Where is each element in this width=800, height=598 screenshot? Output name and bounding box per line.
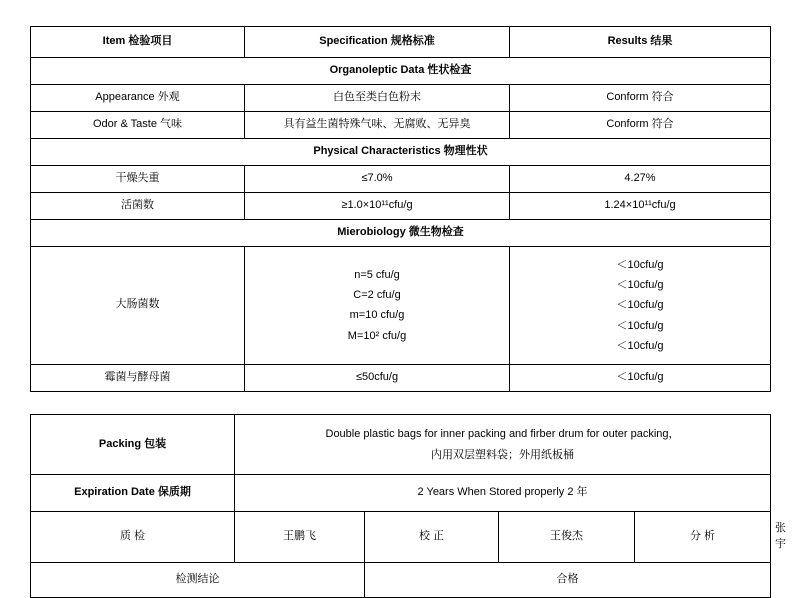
packing-value (235, 415, 771, 475)
packing-row (31, 415, 771, 475)
row-item: Odor & Taste 气味 (31, 111, 245, 138)
packing-value-line1: Double plastic bags for inner packing and firber drum for outer packing， (325, 428, 680, 441)
signature-value-qc: 王鹏飞 (235, 511, 365, 562)
coliform-spec-line: M=10² cfu/g (347, 329, 407, 342)
coliform-result (510, 246, 771, 365)
table-header-row (31, 27, 771, 58)
section-row-physical (31, 138, 771, 165)
row-item: 干燥失重 (31, 165, 245, 192)
conclusion-row (31, 562, 771, 597)
coliform-spec-line: m=10 cfu/g (349, 309, 405, 322)
header-results: Results 结果 (510, 27, 771, 58)
yeast-spec: ≤50cfu/g (245, 365, 510, 392)
section-row-microbiology (31, 219, 771, 246)
signature-row: 质 检 王鹏飞 校 正 王俊杰 分 析 张宇 (31, 511, 771, 562)
expiration-row (31, 474, 771, 511)
coliform-spec-line: C=2 cfu/g (353, 289, 401, 302)
signature-label-analysis (635, 511, 771, 562)
row-spec: 具有益生菌特殊气味、无腐败、无异臭 (245, 111, 510, 138)
conclusion-label: 检测结论 (31, 562, 365, 597)
table-gap (30, 392, 770, 414)
coliform-result-line: ＜10cfu/g (616, 258, 664, 271)
coliform-item: 大肠菌数 (31, 246, 245, 365)
packing-value-line2: 内用双层塑料袋；外用纸板桶 (431, 448, 575, 461)
signature-label-analysis-text: 分 析 (689, 529, 716, 542)
row-spec: ≤7.0% (245, 165, 510, 192)
packing-label: Packing 包装 (31, 415, 235, 475)
signature-value-check: 王俊杰 (499, 511, 635, 562)
coliform-result-line: ＜10cfu/g (616, 319, 664, 332)
section-row-organoleptic (31, 57, 771, 84)
row-result: Conform 符合 (510, 84, 771, 111)
row-spec: ≥1.0×10¹¹cfu/g (245, 192, 510, 219)
table-row-coliform (31, 246, 771, 365)
yeast-item: 霉菌与酵母菌 (31, 365, 245, 392)
conclusion-value: 合格 (365, 562, 771, 597)
table-row (31, 84, 771, 111)
coliform-spec-line: n=5 cfu/g (354, 268, 400, 281)
analysis-table (30, 26, 771, 392)
row-spec: 白色至类白色粉末 (245, 84, 510, 111)
yeast-result: ＜10cfu/g (510, 365, 771, 392)
coliform-result-line: ＜10cfu/g (616, 339, 664, 352)
header-item: Item 检验项目 (31, 27, 245, 58)
table-row (31, 192, 771, 219)
table-row (31, 111, 771, 138)
coliform-spec (245, 246, 510, 365)
row-result: 4.27% (510, 165, 771, 192)
coliform-result-line: ＜10cfu/g (616, 278, 664, 291)
expiration-label: Expiration Date 保质期 (31, 474, 235, 511)
table-row-yeast (31, 365, 771, 392)
coliform-result-line: ＜10cfu/g (616, 299, 664, 312)
expiration-value: 2 Years When Stored properly 2 年 (235, 474, 771, 511)
table-row (31, 165, 771, 192)
row-item: Appearance 外观 (31, 84, 245, 111)
header-specification: Specification 规格标准 (245, 27, 510, 58)
row-result: 1.24×10¹¹cfu/g (510, 192, 771, 219)
signature-label-qc: 质 检 (31, 511, 235, 562)
signature-label-check: 校 正 (365, 511, 499, 562)
section-title-physical: Physical Characteristics 物理性状 (31, 138, 771, 165)
row-result: Conform 符合 (510, 111, 771, 138)
section-title-microbiology: Mierobiology 微生物检查 (31, 219, 771, 246)
section-title-organoleptic: Organoleptic Data 性状检查 (31, 57, 771, 84)
row-item: 活菌数 (31, 192, 245, 219)
packing-table (30, 414, 787, 597)
